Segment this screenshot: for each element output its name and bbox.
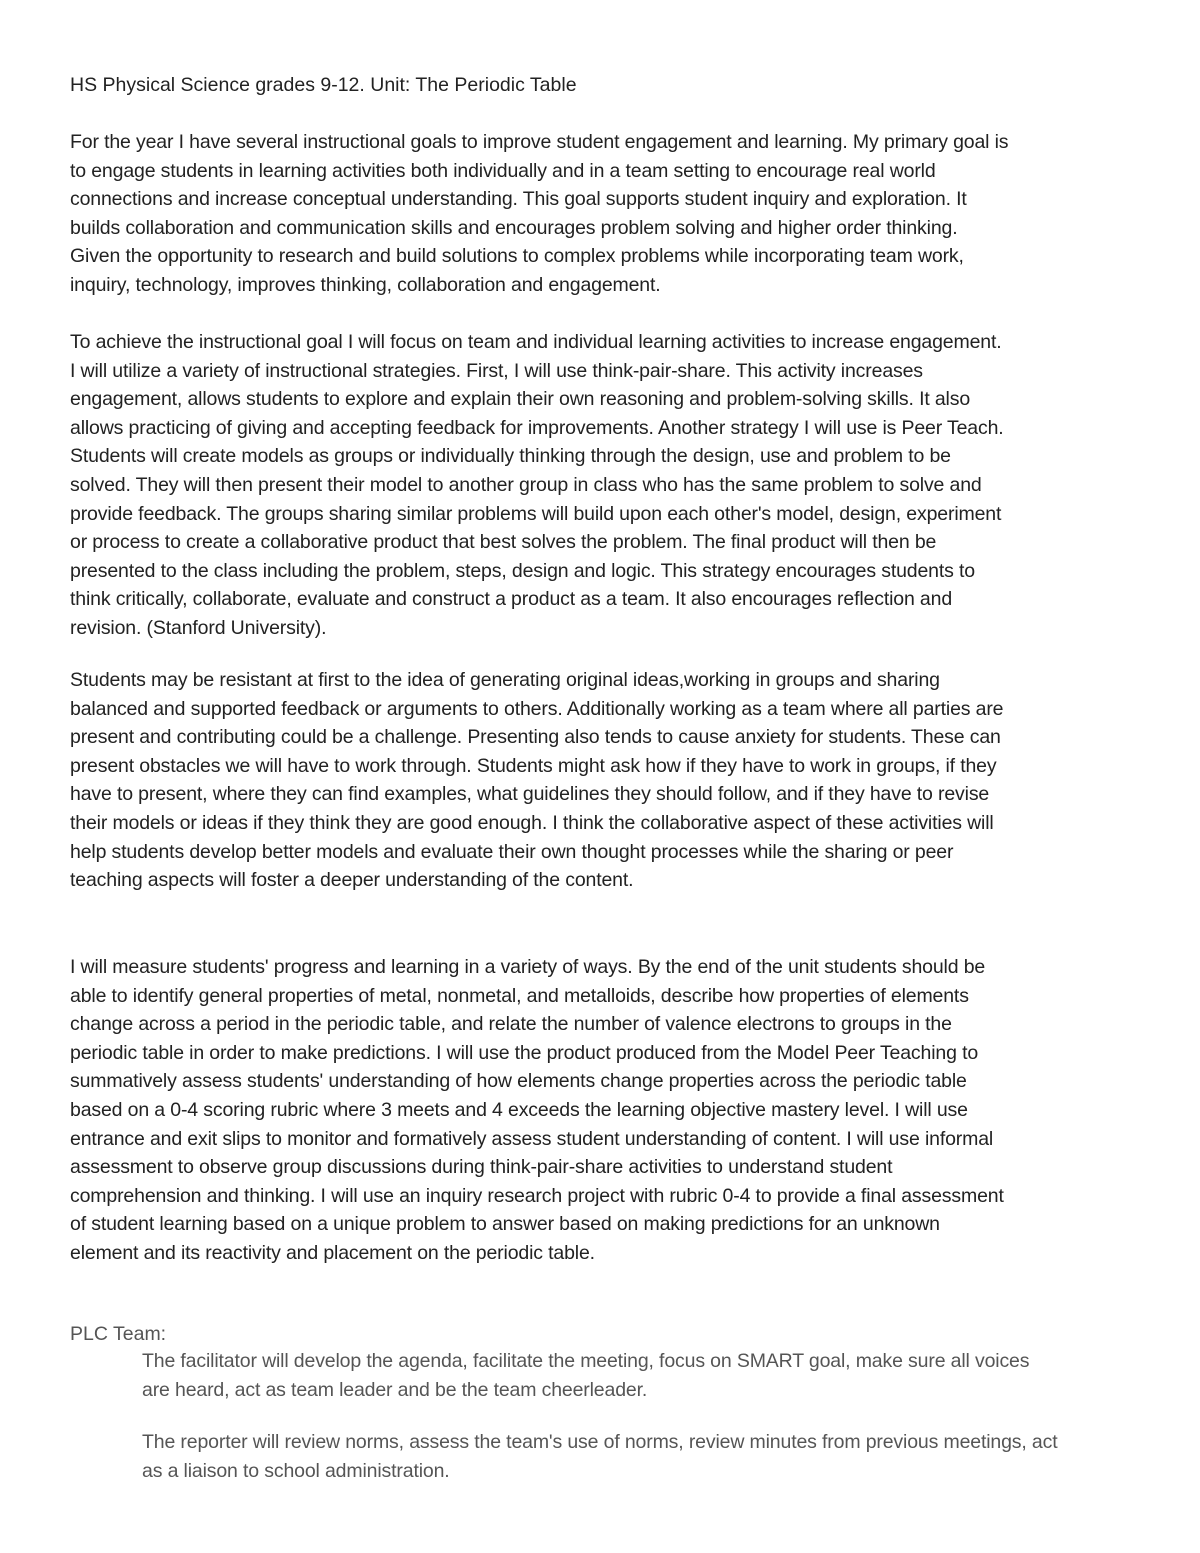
document-title: HS Physical Science grades 9-12. Unit: The Periodic Table [70, 74, 577, 96]
text-line: presented to the class including the problem, steps, design and logic. This strategy encourages students to [70, 559, 975, 582]
text-line: have to present, where they can find examples, what guidelines they should follow, and if they have to revise [70, 783, 990, 806]
plc-role-facilitator [142, 1347, 1142, 1404]
text-line: entrance and exit slips to monitor and formatively assess student understanding of content. I will use informal [70, 1127, 994, 1150]
text-line: For the year I have several instructional goals to improve student engagement and learning. My primary goal is [70, 131, 1009, 153]
text-line: Students will create models as groups or individually thinking through the design, use and problem to be [70, 445, 951, 468]
paragraph-strategies [70, 328, 1140, 643]
text-line: of student learning based on a unique problem to answer based on making predictions for an unknown [70, 1213, 940, 1236]
text-line: I will measure students' progress and learning in a variety of ways. By the end of the unit students should be [70, 956, 986, 978]
text-line: Students may be resistant at first to the idea of generating original ideas,working in groups and sharing [70, 669, 940, 691]
plc-role-reporter [142, 1428, 1142, 1485]
text-line: or process to create a collaborative product that best solves the problem. The final product will then be [70, 531, 937, 554]
text-line: comprehension and thinking. I will use an inquiry research project with rubric 0-4 to provide a final assessment [70, 1184, 1004, 1207]
text-line: inquiry, technology, improves thinking, collaboration and engagement. [70, 273, 661, 296]
text-line: change across a period in the periodic table, and relate the number of valence electrons to groups in the [70, 1013, 952, 1036]
text-line: periodic table in order to make predictions. I will use the product produced from the Model Peer Teaching to [70, 1041, 979, 1064]
plc-team-heading: PLC Team: [70, 1323, 167, 1345]
text-line: to engage students in learning activities both individually and in a team setting to encourage real world [70, 159, 936, 182]
text-line: element and its reactivity and placement on the periodic table. [70, 1241, 595, 1264]
text-line: The facilitator will develop the agenda, facilitate the meeting, focus on SMART goal, make sure all voices [142, 1350, 1030, 1372]
text-line: think critically, collaborate, evaluate and construct a product as a team. It also encourages reflection and [70, 588, 953, 611]
text-line: provide feedback. The groups sharing similar problems will build upon each other's model, design, experiment [70, 502, 1002, 525]
text-line: balanced and supported feedback or arguments to others. Additionally working as a team where all parties are [70, 697, 1004, 720]
text-line: revision. (Stanford University). [70, 616, 327, 639]
text-line: based on a 0-4 scoring rubric where 3 meets and 4 exceeds the learning objective mastery level. I will use [70, 1098, 968, 1121]
paragraph-instructional-goals [70, 128, 1140, 300]
text-line: To achieve the instructional goal I will focus on team and individual learning activities to increase engagement. [70, 331, 1002, 353]
text-line: connections and increase conceptual understanding. This goal supports student inquiry and exploration. It [70, 188, 967, 211]
text-line: builds collaboration and communication skills and encourages problem solving and higher order thinking. [70, 216, 958, 239]
text-line: their models or ideas if they think they are good enough. I think the collaborative aspect of these activities will [70, 811, 994, 834]
text-line: The reporter will review norms, assess the team's use of norms, review minutes from previous meetings, act [142, 1431, 1058, 1453]
text-line: help students develop better models and evaluate their own thought processes while the sharing or peer [70, 840, 954, 863]
text-line: allows practicing of giving and accepting feedback for improvements. Another strategy I will use is Peer Teach. [70, 416, 1004, 439]
text-line: are heard, act as team leader and be the team cheerleader. [142, 1378, 648, 1401]
text-line: assessment to observe group discussions during think-pair-share activities to understand student [70, 1156, 893, 1179]
text-line: summatively assess students' understanding of how elements change properties across the periodic table [70, 1070, 967, 1093]
paragraph-challenges [70, 666, 1140, 895]
paragraph-assessment [70, 953, 1140, 1268]
text-line: present and contributing could be a challenge. Presenting also tends to cause anxiety for students. These can [70, 726, 1001, 749]
text-line: Given the opportunity to research and build solutions to complex problems while incorporating team work, [70, 245, 964, 268]
text-line: I will utilize a variety of instructional strategies. First, I will use think-pair-share. This activity increases [70, 359, 923, 382]
text-line: present obstacles we will have to work through. Students might ask how if they have to work in groups, if they [70, 754, 997, 777]
text-line: solved. They will then present their model to another group in class who has the same problem to solve and [70, 473, 982, 496]
text-line: able to identify general properties of metal, nonmetal, and metalloids, describe how properties of elements [70, 984, 969, 1007]
text-line: as a liaison to school administration. [142, 1459, 450, 1482]
text-line: engagement, allows students to explore and explain their own reasoning and problem-solving skills. It also [70, 388, 971, 411]
text-line: teaching aspects will foster a deeper understanding of the content. [70, 869, 634, 892]
